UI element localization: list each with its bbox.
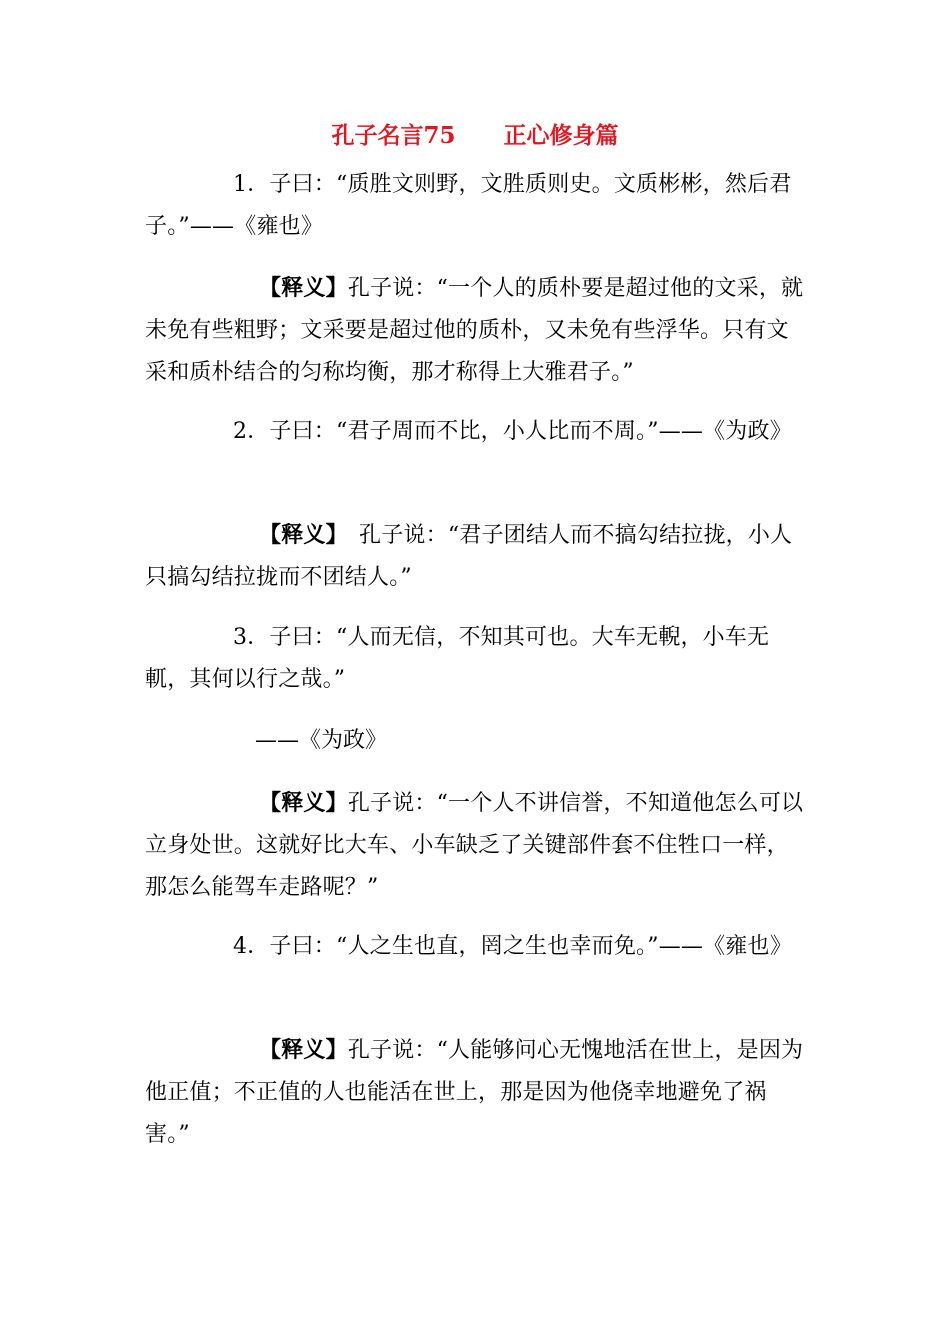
quote-2: 2．子曰：“君子周而不比，小人比而不周。”——《为政》 <box>233 419 792 444</box>
quote-3-source: ——《为政》 <box>255 728 388 753</box>
explanation-tag: 【释义】 <box>259 790 348 816</box>
document-title: 孔子名言75 正心修身篇 <box>331 122 619 149</box>
explanation-tag: 【释义】 <box>259 1037 348 1063</box>
quote-1: 1．子曰：“质胜文则野，文胜质则史。文质彬彬，然后君子。”——《雍也》 <box>145 172 792 239</box>
quote-3: 3．子曰：“人而无信，不知其可也。大车无輗，小车无軏，其何以行之哉。” <box>145 625 770 692</box>
explanation-3 <box>145 782 810 909</box>
explanation-tag: 【释义】 <box>259 522 337 548</box>
explanation-1 <box>145 267 810 394</box>
explanation-text: 孔子说：“一个人不讲信誉，不知道他怎么可以立身处世。这就好比大车、小车缺乏了关键部件套不住牲口一样，那怎么能驾车走路呢？” <box>145 791 804 900</box>
explanation-text: 孔子说：“君子团结人而不搞勾结拉拢，小人只搞勾结拉拢而不团结人。” <box>145 523 793 590</box>
explanation-text: 孔子说：“人能够问心无愧地活在世上，是因为他正值；不正值的人也能活在世上，那是因为他侥幸地避免了祸害。” <box>145 1038 804 1147</box>
quote-4: 4．子曰：“人之生也直，罔之生也幸而免。”——《雍也》 <box>233 934 792 959</box>
explanation-4 <box>145 1029 810 1156</box>
explanation-2 <box>145 514 810 599</box>
explanation-text: 孔子说：“一个人的质朴要是超过他的文采，就未免有些粗野；文采要是超过他的质朴，又未免有些浮华。只有文采和质朴结合的匀称均衡，那才称得上大雅君子。” <box>145 276 804 385</box>
explanation-tag: 【释义】 <box>259 275 348 301</box>
